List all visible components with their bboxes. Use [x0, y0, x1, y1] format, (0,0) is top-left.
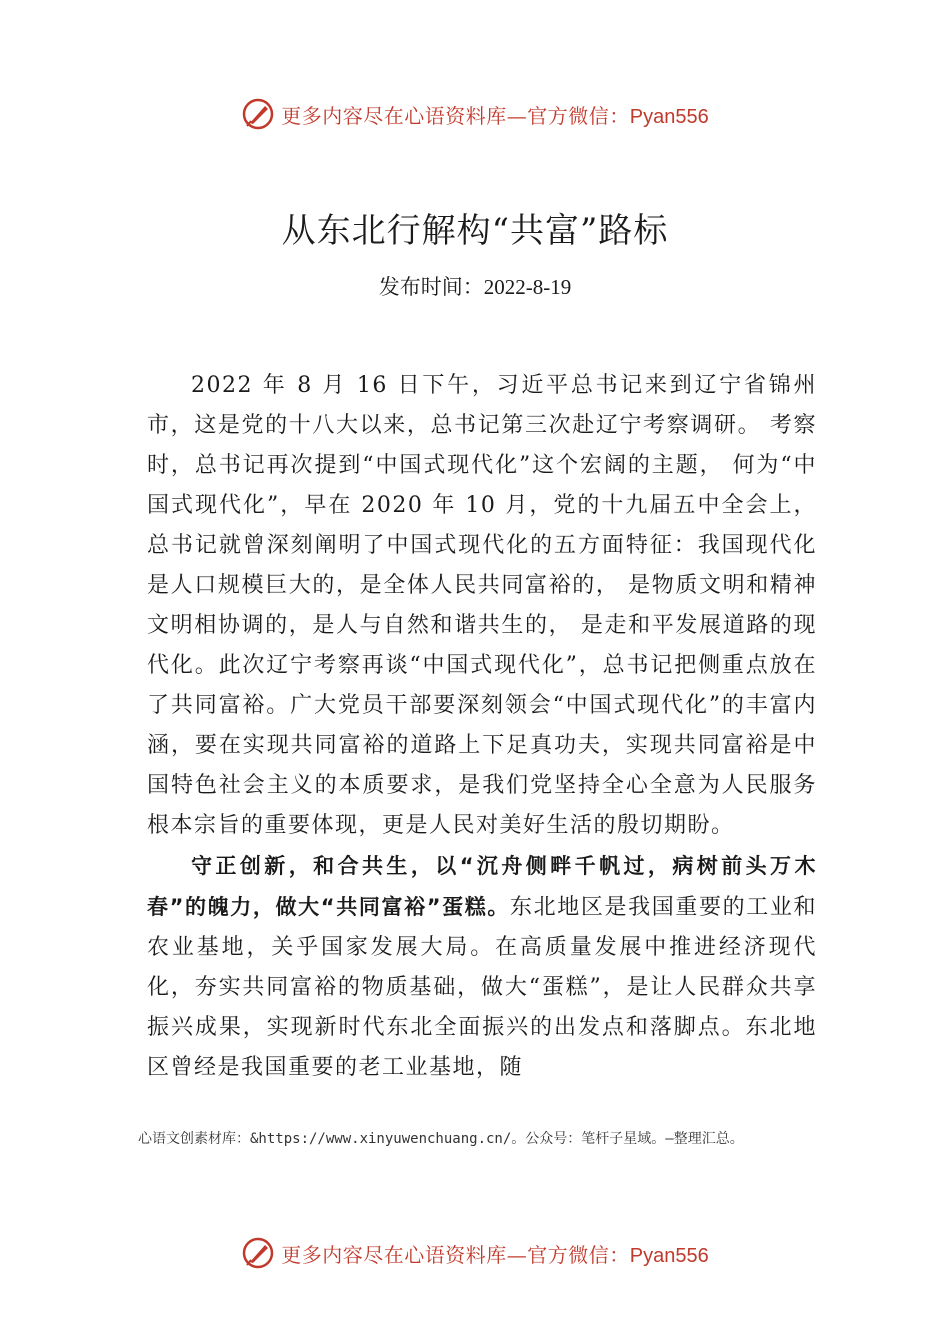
- banner-text: 更多内容尽在心语资料库—官方微信：Pyan556: [281, 1242, 709, 1267]
- paragraph: [147, 846, 817, 1088]
- banner-text: 更多内容尽在心语资料库—官方微信：Pyan556: [281, 103, 709, 128]
- footer-banner: [0, 1233, 950, 1273]
- paragraph: [147, 366, 817, 846]
- wechat-handle: Pyan556: [629, 105, 709, 128]
- paragraph-text: 2022 年 8 月 16 日下午，习近平总书记来到辽宁省锦州市，这是党的十八大以来，总书记第三次赴辽宁考察调研。 考察时，总书记再次提到“中国式现代化”这个宏阔的主题， 何为“中国式现代化”，早在 2020 年 10 月，党的十九届五中全会上，总书记就曾深刻阐明了中国式现代化的五方面特征：我国现代化是人口规模巨大的，是全体人民共同富裕的， 是物质文明和精神文明相协调的，是人与自然和谐共生的， 是走和平发展道路的现代化。此次辽宁考察再谈“中国式现代化”，总书记把侧重点放在了共同富裕。广大党员干部要深刻领会“中国式现代化”的丰富内涵，要在实现共同富裕的道路上下足真功夫，实现共同富裕是中国特色社会主义的本质要求，是我们党坚持全心全意为人民服务根本宗旨的重要体现，更是人民对美好生活的殷切期盼。: [147, 373, 817, 838]
- publish-date-value: 2022-8-19: [483, 275, 572, 299]
- footnote: 心语文创素材库：&https://www.xinyuwenchuang.cn/。公众号：笔杆子星域。—整理汇总。: [138, 1131, 744, 1147]
- publish-date: [0, 271, 950, 301]
- wechat-handle: Pyan556: [629, 1244, 709, 1267]
- paragraph-text: 东北地区是我国重要的工业和农业基地，关乎国家发展大局。在高质量发展中推进经济现代化，夯实共同富裕的物质基础，做大“蛋糕”，是让人民群众共享振兴成果，实现新时代东北全面振兴的出发点和落脚点。东北地区曾经是我国重要的老工业基地，随: [147, 895, 817, 1080]
- paragraph-lead: 守正创新，和合共生，以“沉舟侧畔千帆过，病树前头万木春”的魄力，做大“共同富裕”蛋糕。: [147, 854, 817, 919]
- page-title: 从东北行解构“共富”路标: [281, 211, 669, 251]
- quill-pen-logo-icon: [241, 97, 275, 131]
- article-body: [147, 366, 817, 1088]
- header-banner: [0, 94, 950, 134]
- quill-pen-logo-icon: [241, 1236, 275, 1270]
- publish-date-label: 发布时间：: [378, 275, 484, 299]
